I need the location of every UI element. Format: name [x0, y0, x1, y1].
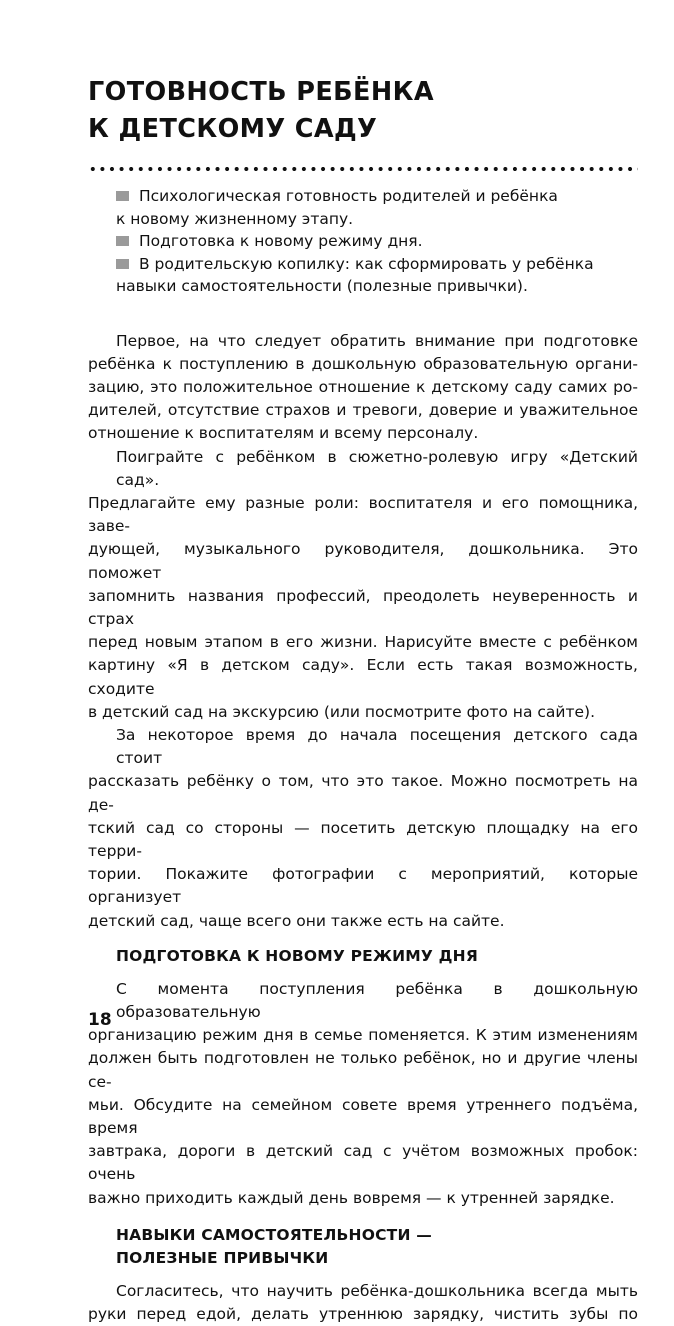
- list-item: [88, 253, 638, 298]
- text-line: важно приходить каждый день вовремя — к утренней зарядке.: [88, 1187, 638, 1210]
- page-content: [88, 74, 638, 1326]
- section-heading: [116, 1224, 638, 1270]
- list-item: [88, 185, 638, 230]
- text-line: Предлагайте ему разные роли: воспитателя и его помощника, заве-: [88, 492, 638, 538]
- dotted-divider: [88, 166, 638, 172]
- square-bullet-icon: [116, 191, 129, 201]
- list-item-text: В родительскую копилку: как сформировать у ребёнка: [139, 255, 594, 273]
- square-bullet-icon: [116, 259, 129, 269]
- text-line: рассказать ребёнку о том, что это такое. Можно посмотреть на де-: [88, 770, 638, 816]
- text-line: дителей, отсутствие страхов и тревоги, доверие и уважительное: [88, 399, 638, 422]
- topic-list: [88, 185, 638, 298]
- heading-line: НАВЫКИ САМОСТОЯТЕЛЬНОСТИ —: [116, 1224, 638, 1247]
- text-line: руки перед едой, делать утреннюю зарядку, чистить зубы по: [88, 1303, 638, 1326]
- paragraph: [88, 724, 638, 933]
- section-schedule: [88, 978, 638, 1210]
- text-line: картину «Я в детском саду». Если есть такая возможность, сходите: [88, 654, 638, 700]
- paragraph: [88, 446, 638, 724]
- text-line: детский сад, чаще всего они также есть на сайте.: [88, 910, 638, 933]
- text-line: тский сад со стороны — посетить детскую площадку на его терри-: [88, 817, 638, 863]
- text-line: тории. Покажите фотографии с мероприятий, которые организует: [88, 863, 638, 909]
- section-heading: [116, 945, 638, 968]
- list-item-text: Подготовка к новому режиму дня.: [139, 232, 423, 250]
- text-line: организацию режим дня в семье поменяется. К этим изменениям: [88, 1024, 638, 1047]
- body-text: [88, 330, 638, 1326]
- text-line: дующей, музыкального руководителя, дошкольника. Это поможет: [88, 538, 638, 584]
- heading-line: ПОЛЕЗНЫЕ ПРИВЫЧКИ: [116, 1247, 638, 1270]
- title-line: ГОТОВНОСТЬ РЕБЁНКА: [88, 74, 638, 111]
- list-item-text: навыки самостоятельности (полезные привычки).: [88, 275, 638, 298]
- text-line: Поиграйте с ребёнком в сюжетно-ролевую игру «Детский сад».: [88, 446, 638, 492]
- text-line: отношение к воспитателям и всему персоналу.: [88, 422, 638, 445]
- list-item-text: к новому жизненному этапу.: [88, 208, 638, 231]
- paragraph: [88, 330, 638, 446]
- text-line: Согласитесь, что научить ребёнка-дошкольника всегда мыть: [88, 1280, 638, 1303]
- list-item: [88, 230, 638, 253]
- page-number: 18: [88, 1010, 112, 1030]
- text-line: в детский сад на экскурсию (или посмотрите фото на сайте).: [88, 701, 638, 724]
- text-line: запомнить названия профессий, преодолеть неуверенность и страх: [88, 585, 638, 631]
- title-line: К ДЕТСКОМУ САДУ: [88, 111, 638, 148]
- text-line: завтрака, дороги в детский сад с учётом возможных пробок: очень: [88, 1140, 638, 1186]
- paragraph: [88, 1280, 638, 1326]
- text-line: зацию, это положительное отношение к детскому саду самих ро-: [88, 376, 638, 399]
- text-line: За некоторое время до начала посещения детского сада стоит: [88, 724, 638, 770]
- page-title: [88, 74, 638, 148]
- heading-line: ПОДГОТОВКА К НОВОМУ РЕЖИМУ ДНЯ: [116, 945, 638, 968]
- square-bullet-icon: [116, 236, 129, 246]
- section-habits: [88, 1280, 638, 1326]
- text-line: должен быть подготовлен не только ребёнок, но и другие члены се-: [88, 1047, 638, 1093]
- text-line: мьи. Обсудите на семейном совете время утреннего подъёма, время: [88, 1094, 638, 1140]
- text-line: С момента поступления ребёнка в дошкольную образовательную: [88, 978, 638, 1024]
- text-line: перед новым этапом в его жизни. Нарисуйте вместе с ребёнком: [88, 631, 638, 654]
- list-item-text: Психологическая готовность родителей и ребёнка: [139, 187, 558, 205]
- text-line: ребёнка к поступлению в дошкольную образовательную органи-: [88, 353, 638, 376]
- paragraph: [88, 978, 638, 1210]
- section-intro: [88, 330, 638, 933]
- text-line: Первое, на что следует обратить внимание при подготовке: [88, 330, 638, 353]
